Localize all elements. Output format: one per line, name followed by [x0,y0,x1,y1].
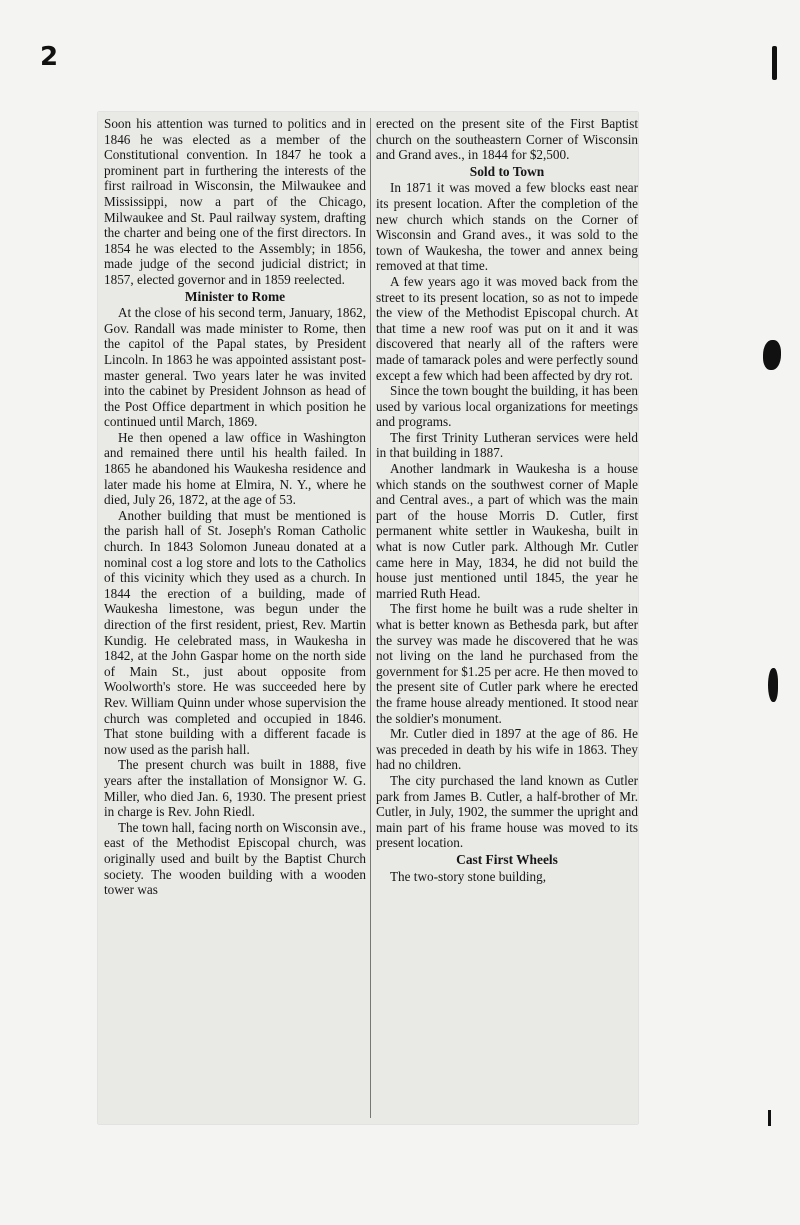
paragraph: The town hall, facing north on Wisconsin ave., east of the Methodist Episcopal church, was originally used and built by the Baptist Church society. The wooden building with a wooden tower was [104,819,366,898]
section-heading: Cast First Wheels [456,851,558,867]
punch-mark [772,46,777,80]
paragraph: erected on the present site of the First Baptist church on the southeastern Corner of Wisconsin and Grand aves., in 1844 for $2,500. [376,116,638,163]
punch-mark [768,1110,771,1126]
paragraph: The first Trinity Lutheran services were held in that building in 1887. [376,429,638,461]
paragraph: The two-story stone building, [390,868,547,884]
paragraph: A few years ago it was moved back from the street to its present location, so as not to impede the view of the Methodist Episcopal church. At that time a new roof was put on it and it was discovered that nearly all of the rafters were made of tamarack poles and were perfectly sound except a few which had been affected by dry rot. [376,273,638,383]
paragraph: Soon his attention was turned to politics and in 1846 he was elected as a member of the Constitutional convention. In 1847 he took a prominent part in furthering the interests of the first railroad in Wisconsin, the Milwaukee and Mississippi, now a part of the Chicago, Milwaukee and St. Paul railway system, drafting the charter and being one of the first directors. In 1854 he was elected to the Assembly; in 1856, made judge of the second judicial district; in 1857, elected governor and in 1859 reelected. [104,116,366,287]
paragraph: Another building that must be mentioned is the parish hall of St. Joseph's Roman Catholic church. In 1843 Solomon Juneau donated at a nominal cost a log store and lots to the Catholics of this vicinity which they used as a church. In 1844 the erection of a building, made of Waukesha limestone, was begun under the direction of the first resident, priest, Rev. Martin Kundig. He celebrated mass, in Waukesha in 1842, at the John Gaspar home on the north side of Main St., just about opposite from Woolworth's store. He was succeeded here by Rev. William Quinn under whose supervision the church was completed and occupied in 1846. That stone building with a different facade is now used as the parish hall. [104,507,366,757]
paragraph: The city purchased the land known as Cutler park from James B. Cutler, a half-brother of Mr. Cutler, in July, 1902, the summer the upright and main part of his frame house was moved to its present location. [376,772,638,851]
section-heading: Minister to Rome [184,288,286,304]
paragraph: The first home he built was a rude shelter in what is better known as Bethesda park, but after the survey was made he discovered that he was not living on the land he purchased from the government for $1.25 per acre. He then moved to the present site of Cutler park where he erected the frame house already mentioned. It stood near the soldier's monument. [376,601,638,726]
paragraph: Since the town bought the building, it has been used by various local organizations for meetings and programs. [376,383,638,430]
paragraph: Another landmark in Waukesha is a house which stands on the southwest corner of Maple and Central aves., a part of which was the main part of the house Morris D. Cutler, first permanent white settler in Waukesha, built in what is now Cutler park. Although Mr. Cutler came here in May, 1834, he did not build the house just mentioned until 1845, the year he married Ruth Head. [376,461,638,601]
right-column [376,116,638,884]
paragraph: Mr. Cutler died in 1897 at the age of 86. He was preceded in death by his wife in 1863. They had no children. [376,726,638,773]
newspaper-clipping [98,112,638,1124]
paragraph: The present church was built in 1888, five years after the installation of Monsignor W. G. Miller, who died Jan. 6, 1930. The present priest in charge is Rev. John Riedl. [104,757,366,820]
punch-mark [768,668,778,702]
paragraph: He then opened a law office in Washington and remained there until his health failed. In 1865 he abandoned his Waukesha residence and later made his home at Elmira, N. Y., where he died, July 26, 1872, at the age of 53. [104,429,366,508]
paragraph: At the close of his second term, January, 1862, Gov. Randall was made minister to Rome, then the capitol of the Papal states, by President Lincoln. In 1863 he was appointed assistant post-master general. Two years later he was invited into the cabinet by President Johnson as head of the Post Office department in which position he continued until March, 1869. [104,305,366,430]
column-divider [370,118,371,1118]
section-heading: Sold to Town [469,163,545,179]
punch-mark [763,340,781,370]
left-column [104,116,366,898]
page-number: 2 [40,42,59,72]
paragraph: In 1871 it was moved a few blocks east near its present location. After the completion of the new church which stands on the Corner of Wisconsin and Grand aves., it was sold to the town of Waukesha, the tower and annex being removed at that time. [376,180,638,274]
